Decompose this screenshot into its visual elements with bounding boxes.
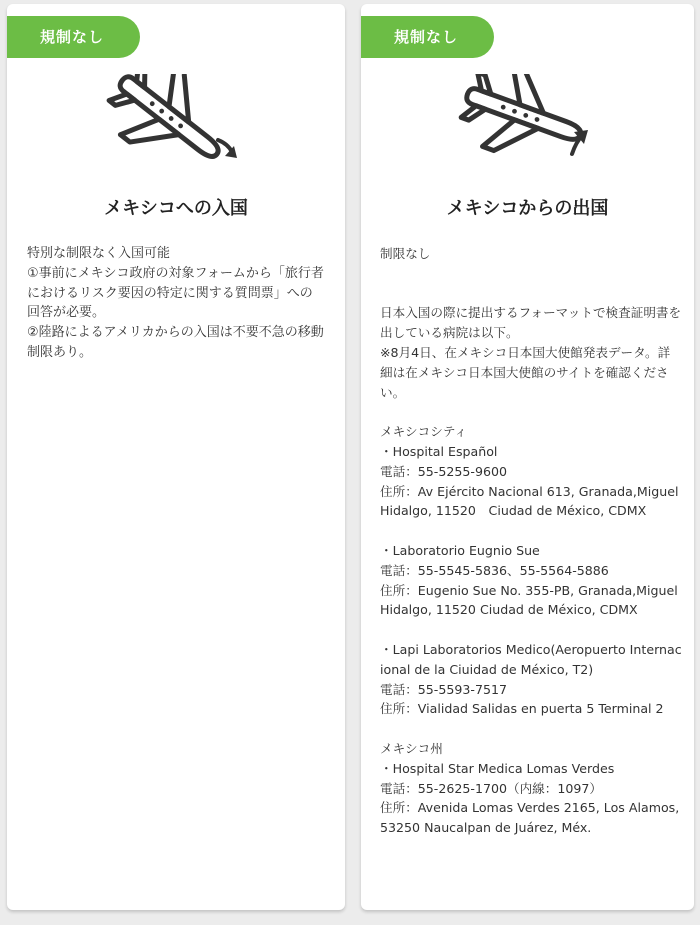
restriction-badge: 規制なし (361, 16, 494, 58)
airplane-departure-icon (361, 74, 694, 174)
airplane-arrival-icon (7, 74, 345, 174)
card-title: メキシコへの入国 (104, 198, 248, 219)
exit-card (361, 4, 694, 910)
card-title: メキシコからの出国 (446, 198, 609, 219)
restriction-badge: 規制なし (7, 16, 140, 58)
card-body-text: 特別な制限なく入国可能 ①事前にメキシコ政府の対象フォームから「旅行者におけるリスク要因の特定に関する質問票」への回答が必要。 ②陸路によるアメリカからの入国は不要不急の移動制限あり。 (27, 246, 324, 360)
card-body-text: 制限なし 日本入国の際に提出するフォーマットで検査証明書を出している病院は以下。 ※8月4日、在メキシコ日本国大使館発表データ。詳細は在メキシコ日本国大使館のサイトを確認ください。 メキシコシティ ・Hospital Español 電話：55-5255-9600 住所：Av Ejército Nacional 613, Granada,Miguel Hidalgo, 11520 Ciudad de México, CDMX ・Laboratorio Eugnio Sue 電話：55-5545-5836、55-5564-5886 住所：Eugenio Sue No. 355-PB, Granada,Miguel Hidalgo, 11520 Ciudad de México, CDMX ・Lapi Laboratorios Medico(Aeropuerto Internacional de la Ciuidad de México, T2) 電話：55-5593-7517 住所：Vialidad Salidas en puerta 5 Terminal 2 メキシコ州 ・Hospital Star Medica Lomas Verdes 電話：55-2625-1700（内線：1097） 住所：Avenida Lomas Verdes 2165, Los Alamos, 53250 Naucalpan de Juárez, Méx. (380, 246, 682, 836)
entry-card (7, 4, 345, 910)
